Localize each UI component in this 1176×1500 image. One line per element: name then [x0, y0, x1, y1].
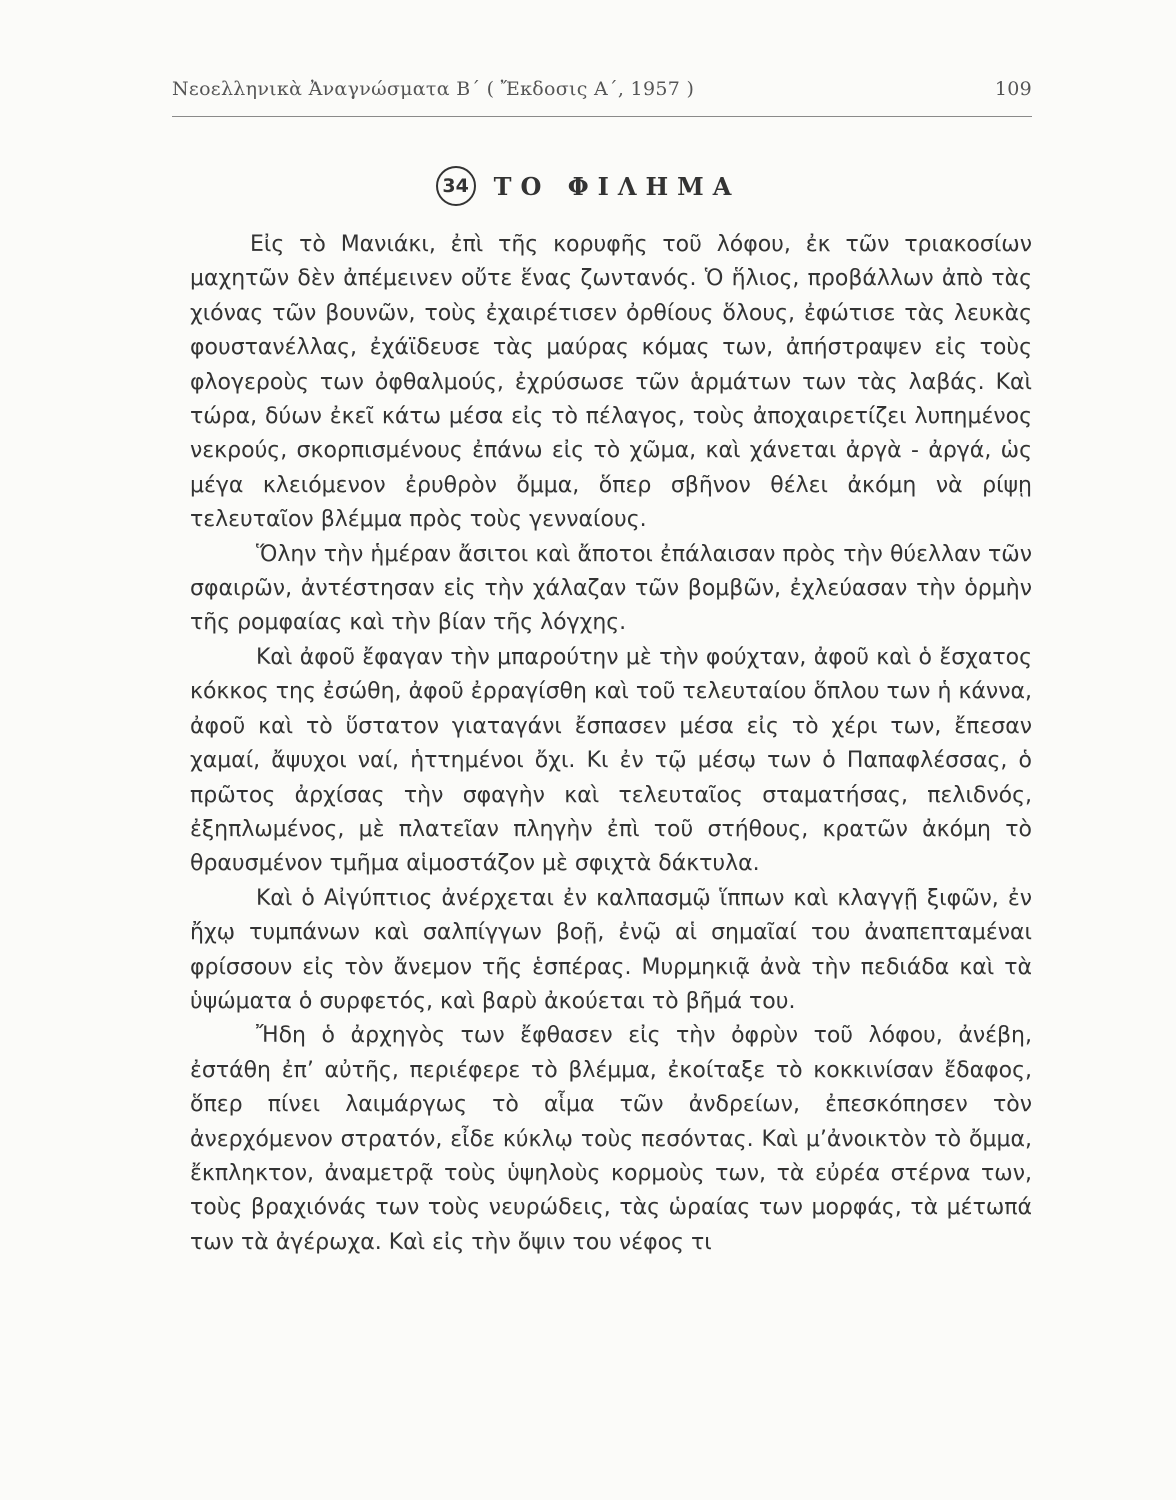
paragraph-4: Καὶ ὁ Αἰγύπτιος ἀνέρχεται ἐν καλπασμῷ ἵππων καὶ κλαγγῇ ξιφῶν, ἐν ἤχῳ τυμπάνων καὶ σαλπίγγων βοῇ, ἐνῷ αἱ σημαῖαί του ἀναπεπταμέναι φρίσσουν εἰς τὸν ἄνεμον τῆς ἑσπέρας. Μυρμηκιᾷ ἀνὰ τὴν πεδιάδα καὶ τὰ ὑψώματα ὁ συρφετός, καὶ βαρὺ ἀκούεται τὸ βῆμά του.	[190, 885, 1032, 1014]
paragraph-5: Ἤδη ὁ ἀρχηγὸς των ἔφθασεν εἰς τὴν ὀφρὺν τοῦ λόφου, ἀνέβη, ἐστάθη ἐπ’ αὐτῆς, περιέφερε τὸ βλέμμα, ἐκοίταξε τὸ κοκκινίσαν ἔδαφος, ὅπερ πίνει λαιμάργως τὸ αἷμα τῶν ἀνδρείων, ἐπεσκόπησεν τὸν ἀνερχόμενον στρατόν, εἶδε κύκλῳ τοὺς πεσόντας. Καὶ μ’ἀνοικτὸν τὸ ὄμμα, ἔκπληκτον, ἀναμετρᾷ τοὺς ὑψηλοὺς κορμοὺς των, τὰ εὐρέα στέρνα των, τοὺς βραχιόνάς των τοὺς νευρώδεις, τὰς ὡραίας των μορφάς, τὰ μέτωπά των τὰ ἀγέρωχα. Καὶ εἰς τὴν ὄψιν του νέφος τι	[190, 1023, 1032, 1255]
paragraph-1: Εἰς τὸ Μανιάκι, ἐπὶ τῆς κορυφῆς τοῦ λόφου, ἐκ τῶν τριακοσίων μαχητῶν δὲν ἀπέμεινεν οὔτε ἕνας ζωντανός. Ὁ ἥλιος, προβάλλων ἀπὸ τὰς χιόνας τῶν βουνῶν, τοὺς ἐχαιρέτισεν ὀρθίους ὅλους, ἐφώτισε τὰς λευκὰς φουστανέλλας, ἐχάϊδευσε τὰς μαύρας κόμας των, ἀπήστραψεν εἰς τοὺς φλογεροὺς των ὀφθαλμούς, ἐχρύσωσε τῶν ἁρμάτων των τὰς λαβάς. Καὶ τώρα, δύων ἐκεῖ κάτω μέσα εἰς τὸ πέλαγος, τοὺς ἀποχαιρετίζει λυπημένος νεκρούς, σκορπισμένους ἐπάνω εἰς τὸ χῶμα, καὶ χάνεται ἀργὰ - ἀργά, ὡς μέγα κλειόμενον ἐρυθρὸν ὄμμα, ὅπερ σβῆνον θέλει ἀκόμη νὰ ρίψῃ τελευταῖον βλέμμα πρὸς τοὺς γενναίους.	[190, 232, 1032, 533]
running-title: Νεοελληνικὰ Ἀναγνώσματα Β΄ ( Ἔκδοσις Α΄, 1957 )	[172, 78, 695, 100]
chapter-heading	[0, 166, 1176, 206]
chapter-number-badge: 34	[436, 166, 476, 206]
running-head	[172, 78, 1032, 100]
paragraph-3: Καὶ ἀφοῦ ἔφαγαν τὴν μπαρούτην μὲ τὴν φούχταν, ἀφοῦ καὶ ὁ ἔσχατος κόκκος της ἐσώθη, ἀφοῦ ἐρραγίσθη καὶ τοῦ τελευταίου ὅπλου των ἡ κάννα, ἀφοῦ καὶ τὸ ὕστατον γιαταγάνι ἔσπασεν μέσα εἰς τὸ χέρι των, ἔπεσαν χαμαί, ἄψυχοι ναί, ἡττημένοι ὄχι. Κι ἐν τῷ μέσῳ των ὁ Παπαφλέσσας, ὁ πρῶτος ἀρχίσας τὴν σφαγὴν καὶ τελευταῖος σταματήσας, πελιδνός, ἐξηπλωμένος, μὲ πλατεῖαν πληγὴν ἐπὶ τοῦ στήθους, κρατῶν ἀκόμη τὸ θραυσμένον τμῆμα αἱμοστάζον μὲ σφιχτὰ δάκτυλα.	[190, 644, 1032, 877]
header-rule	[172, 116, 1032, 117]
paragraph-2: Ὅλην τὴν ἡμέραν ἄσιτοι καὶ ἄποτοι ἐπάλαισαν πρὸς τὴν θύελλαν τῶν σφαιρῶν, ἀντέστησαν εἰς τὴν χάλαζαν τῶν βομβῶν, ἐχλεύασαν τὴν ὁρμὴν τῆς ρομφαίας καὶ τὴν βίαν τῆς λόγχης.	[190, 541, 1032, 636]
page-number: 109	[994, 78, 1032, 100]
chapter-title: ΤΟ ΦΙΛΗΜΑ	[493, 171, 741, 201]
body-text	[190, 228, 1032, 1260]
